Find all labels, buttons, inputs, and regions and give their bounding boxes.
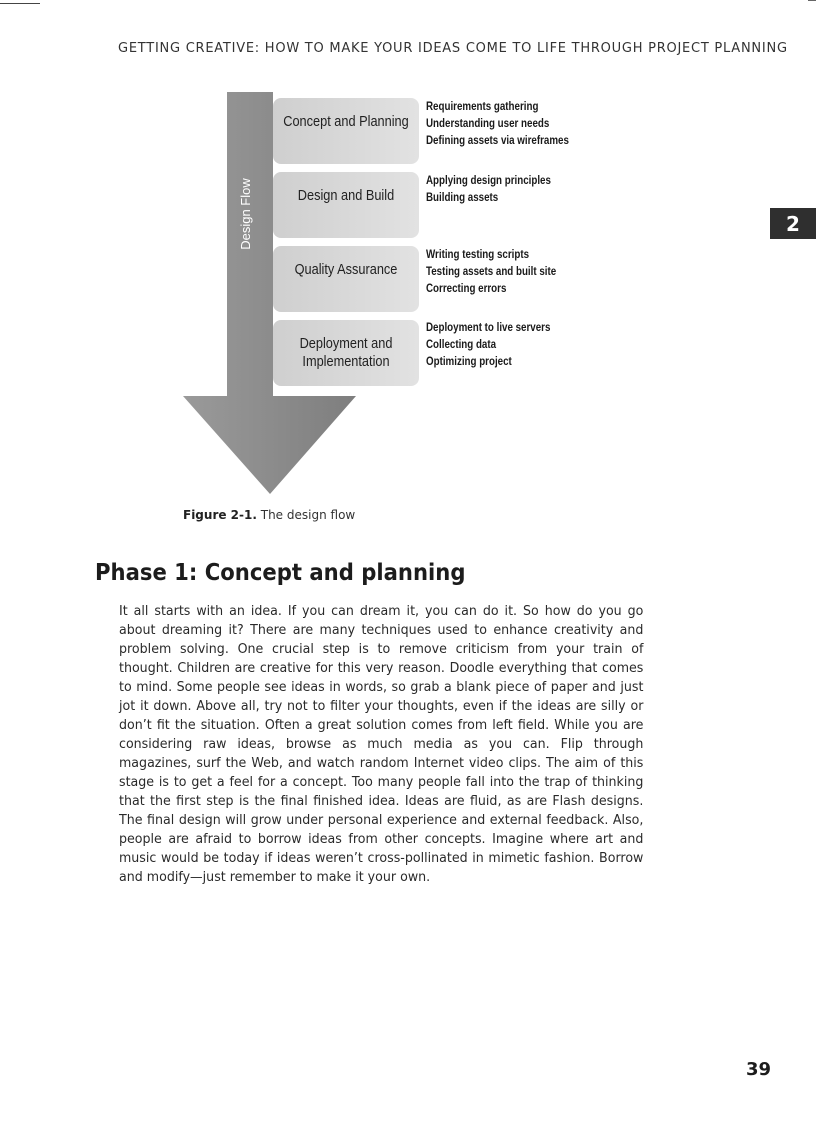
stage-detail: Building assets — [426, 192, 499, 204]
running-head: GETTING CREATIVE: HOW TO MAKE YOUR IDEAS COME TO LIFE THROUGH PROJECT PLANNING — [118, 41, 788, 56]
stage-title-deployment: Deployment and Implementation — [299, 335, 393, 370]
figure-caption-text: The design flow — [260, 508, 356, 522]
design-flow-figure — [180, 92, 600, 502]
stage-detail: Defining assets via wireframes — [426, 135, 569, 147]
stage-title-concept: Concept and Planning — [283, 113, 409, 130]
stage-title-design: Design and Build — [297, 187, 395, 204]
stage-detail: Applying design principles — [426, 175, 551, 187]
page-number: 39 — [746, 1059, 772, 1080]
body-paragraph: It all starts with an idea. If you can dream it, you can do it. So how do you go about dreaming it? There are many techniques used to enhance creativity and problem solving. One crucial step is to remove criticism from your train of thought. Children are creative for this very reason. Doodle everything that comes to mind. Some people see ideas in words, so grab a blank piece of paper and just jot it down. Above all, try not to filter your thoughts, even if the ideas are silly or don’t fit the situation. Often a great solution comes from left field. While you are considering raw ideas, browse as much media as you can. Flip through magazines, surf the Web, and watch random Internet video clips. The aim of this stage is to get a feel for a concept. Too many people fall into the trap of thinking that the first step is the final finished idea. Ideas are fluid, as are Flash designs. The final design will grow under personal experience and external feedback. Also, people are afraid to borrow ideas from other concepts. Imagine where art and music would be today if ideas weren’t cross-pollinated in mimetic fashion. Borrow and modify—just remember to make it your own. — [119, 604, 644, 885]
stage-details-design — [426, 173, 579, 207]
stage-box-design — [273, 172, 419, 238]
corner-mark — [808, 0, 816, 1]
stage-details-deployment — [426, 320, 579, 371]
stage-detail: Understanding user needs — [426, 118, 550, 130]
stage-box-quality — [273, 246, 419, 312]
section-heading: Phase 1: Concept and planning — [95, 560, 466, 586]
figure-caption — [183, 508, 355, 522]
arrow-label: Design Flow — [238, 178, 253, 250]
stage-detail: Requirements gathering — [426, 101, 539, 113]
figure-caption-label: Figure 2-1. — [183, 508, 257, 522]
corner-rule — [0, 3, 40, 4]
stage-detail: Deployment to live servers — [426, 322, 551, 334]
chapter-tab: 2 — [770, 208, 816, 239]
stage-detail: Testing assets and built site — [426, 266, 557, 278]
stage-detail: Collecting data — [426, 339, 497, 351]
stage-detail: Optimizing project — [426, 356, 512, 368]
stage-detail: Writing testing scripts — [426, 249, 530, 261]
stage-detail: Correcting errors — [426, 283, 507, 295]
stage-details-concept — [426, 99, 579, 150]
stage-details-quality — [426, 247, 579, 298]
stage-title-quality: Quality Assurance — [294, 261, 398, 278]
stage-box-concept — [273, 98, 419, 164]
